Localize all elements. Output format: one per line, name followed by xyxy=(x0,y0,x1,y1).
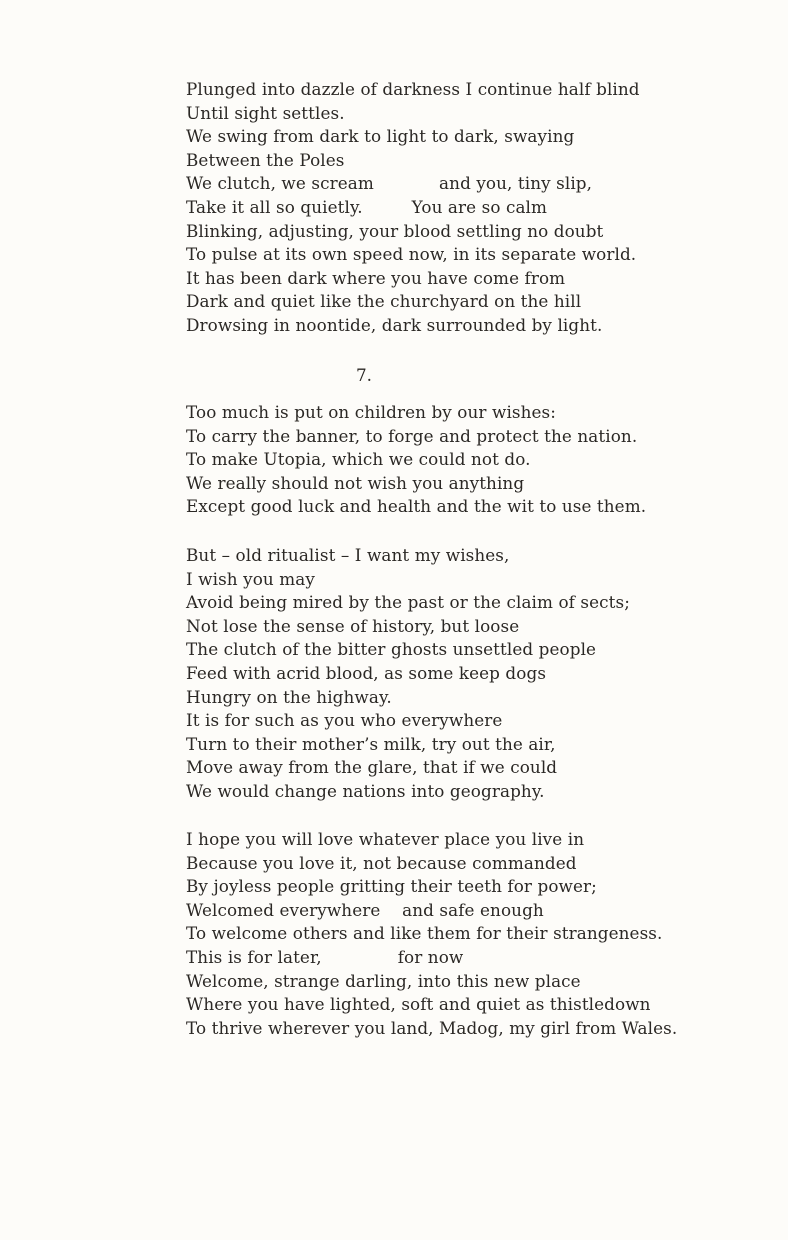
section-number: 7. xyxy=(355,365,372,385)
poem-line: Except good luck and health and the wit to use them. xyxy=(186,496,647,517)
poem-line: Blinking, adjusting, your blood settling no doubt xyxy=(186,220,604,241)
stanza-1 xyxy=(186,78,640,338)
poem-line: It is for such as you who everywhere xyxy=(186,710,503,731)
poem-line: Until sight settles. xyxy=(186,102,345,123)
stanza-4 xyxy=(186,828,677,1040)
poem-line: To welcome others and like them for their strangeness. xyxy=(186,923,663,944)
poem-line: It has been dark where you have come from xyxy=(186,267,566,288)
poem-line: To pulse at its own speed now, in its separate world. xyxy=(186,244,637,265)
poem-line: Dark and quiet like the churchyard on the hill xyxy=(186,291,582,312)
poem-line: But – old ritualist – I want my wishes, xyxy=(186,545,510,565)
poem-line: Between the Poles xyxy=(186,149,345,170)
poem-line: Because you love it, not because commanded xyxy=(186,852,577,873)
poem-line: Turn to their mother’s milk, try out the air, xyxy=(186,733,556,754)
poem-line: Welcomed everywhere and safe enough xyxy=(186,899,544,920)
stanza-3 xyxy=(186,544,630,804)
poem-line: Avoid being mired by the past or the claim of sects; xyxy=(186,592,630,613)
poem-line: Take it all so quietly. You are so calm xyxy=(186,196,548,217)
stanza-2 xyxy=(186,401,646,519)
poem-line: The clutch of the bitter ghosts unsettled people xyxy=(186,639,597,660)
poem-line: By joyless people gritting their teeth for power; xyxy=(186,876,597,897)
poem-line: Welcome, strange darling, into this new place xyxy=(186,970,581,991)
poem-line: I hope you will love whatever place you live in xyxy=(186,829,585,849)
poem-line: Too much is put on children by our wishes: xyxy=(186,402,557,422)
poem-line: We really should not wish you anything xyxy=(186,472,525,493)
poem-line: This is for later, for now xyxy=(186,946,464,967)
poem-line: Move away from the glare, that if we could xyxy=(186,757,558,778)
poem-line: We clutch, we scream and you, tiny slip, xyxy=(186,173,593,194)
poem-line: To carry the banner, to forge and protect the nation. xyxy=(186,425,638,446)
poem-line: Not lose the sense of history, but loose xyxy=(186,615,520,636)
poem-line: Where you have lighted, soft and quiet as thistledown xyxy=(186,994,651,1015)
poem-line: We swing from dark to light to dark, swaying xyxy=(186,126,575,147)
poem-line: Drowsing in noontide, dark surrounded by light. xyxy=(186,314,603,335)
poem-line: Feed with acrid blood, as some keep dogs xyxy=(186,662,547,683)
poem-line: Plunged into dazzle of darkness I continue half blind xyxy=(186,79,640,99)
poem-line: To thrive wherever you land, Madog, my girl from Wales. xyxy=(186,1017,678,1038)
poem-line: Hungry on the highway. xyxy=(186,686,392,707)
poem-line: I wish you may xyxy=(186,568,315,589)
poem-line: We would change nations into geography. xyxy=(186,780,545,801)
poem-line: To make Utopia, which we could not do. xyxy=(186,449,531,470)
